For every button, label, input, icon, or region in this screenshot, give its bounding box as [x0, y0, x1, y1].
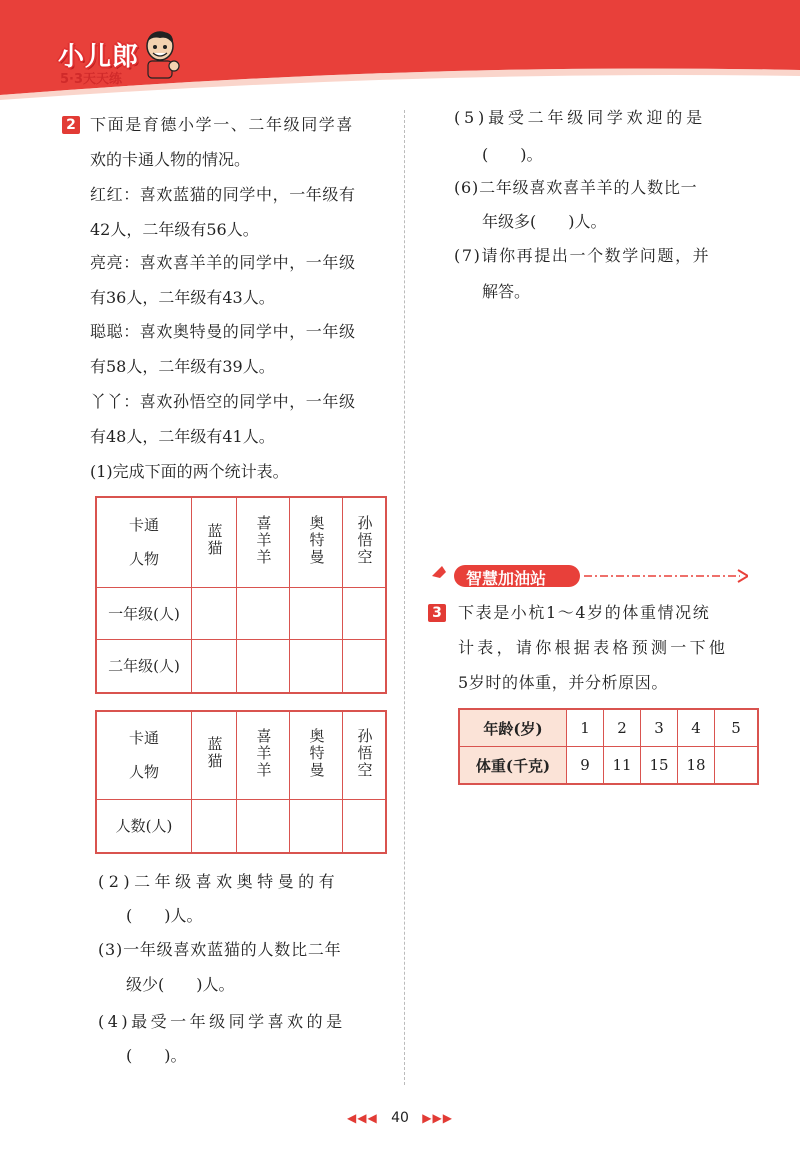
answer-cell[interactable]: [290, 799, 343, 853]
weight-cell: 18: [678, 747, 715, 785]
table-corner-cell: [96, 711, 192, 799]
q2-cong-line1: 聪聪：喜欢奥特曼的同学中，一年级: [90, 322, 356, 341]
answer-cell[interactable]: [237, 587, 290, 639]
q2-sub5-line1: (5)最受二年级同学欢迎的是: [454, 108, 706, 127]
logo-title: 小儿郎: [58, 42, 140, 72]
question-number-badge: 2: [62, 116, 80, 134]
q2-liang-line2: 有36人，二年级有43人。: [90, 288, 275, 307]
corner-label-bottom: 人物: [128, 763, 159, 782]
age-cell: 4: [678, 709, 715, 747]
answer-cell[interactable]: [290, 639, 343, 693]
left-arrows-icon: ◀◀◀: [347, 1111, 378, 1125]
age-cell: 5: [715, 709, 759, 747]
column-header: 喜羊羊: [237, 711, 290, 799]
q2-sub3-line2: 级少( )人。: [126, 975, 235, 994]
q2-sub7-line2: 解答。: [482, 282, 531, 301]
column-header: 喜羊羊: [237, 497, 290, 587]
q2-hong-line2: 42人，二年级有56人。: [90, 220, 259, 239]
q2-sub5-line2: ( )。: [482, 145, 543, 164]
q2-sub7-line1: (7)请你再提出一个数学问题，并: [454, 246, 711, 265]
cartoon-stat-table-1: [95, 496, 387, 694]
column-header: 蓝猫: [192, 711, 237, 799]
q2-intro-line1: 下面是育德小学一、二年级同学喜: [90, 115, 355, 134]
age-cell: 1: [567, 709, 604, 747]
column-header: 奥特曼: [290, 711, 343, 799]
answer-cell[interactable]: [290, 587, 343, 639]
column-header: 奥特曼: [290, 497, 343, 587]
weight-cell: 9: [567, 747, 604, 785]
weight-table-label: 体重(千克): [459, 747, 567, 785]
logo-subtitle: 5·3天天练: [60, 72, 123, 87]
row-label: 人数(人): [96, 799, 192, 853]
weight-table-label: 年龄(岁): [459, 709, 567, 747]
column-header: 蓝猫: [192, 497, 237, 587]
table-corner-cell: [96, 497, 192, 587]
q2-sub6-line1: (6)二年级喜欢喜羊羊的人数比一: [454, 178, 698, 197]
column-divider: [404, 110, 405, 1085]
q2-ya-line1: 丫丫：喜欢孙悟空的同学中，一年级: [90, 392, 356, 411]
weight-cell: 11: [604, 747, 641, 785]
age-cell: 3: [641, 709, 678, 747]
answer-cell[interactable]: [237, 639, 290, 693]
q2-sub2-line2: ( )人。: [126, 906, 203, 925]
weight-table: [458, 708, 759, 785]
q2-sub6-line2: 年级多( )人。: [482, 212, 607, 231]
q2-sub1: (1)完成下面的两个统计表。: [90, 462, 289, 481]
q2-sub3-line1: (3)一年级喜欢蓝猫的人数比二年: [98, 940, 342, 959]
page-footer: [0, 1110, 800, 1126]
right-arrows-icon: ▶▶▶: [422, 1111, 453, 1125]
answer-cell[interactable]: [192, 587, 237, 639]
q3-line2: 计表，请你根据表格预测一下他: [458, 638, 729, 657]
page-number: 40: [391, 1110, 409, 1126]
answer-cell[interactable]: [192, 799, 237, 853]
q2-sub2-line1: (2)二年级喜欢奥特曼的有: [98, 872, 340, 891]
cartoon-stat-table-2: [95, 710, 387, 854]
q2-sub4-line2: ( )。: [126, 1046, 187, 1065]
corner-label-top: 卡通: [128, 516, 159, 535]
age-cell: 2: [604, 709, 641, 747]
row-label: 一年级(人): [96, 587, 192, 639]
mascot-icon: [140, 28, 180, 80]
section-banner-label: 智慧加油站: [466, 569, 547, 588]
q2-sub4-line1: (4)最受一年级同学喜欢的是: [98, 1012, 346, 1031]
q2-ya-line2: 有48人，二年级有41人。: [90, 427, 275, 446]
corner-label-top: 卡通: [128, 729, 159, 748]
weight-answer-cell[interactable]: [715, 747, 759, 785]
corner-label-bottom: 人物: [128, 550, 159, 569]
column-header: 孙悟空: [343, 497, 387, 587]
q3-line1: 下表是小杭1～4岁的体重情况统: [458, 603, 711, 622]
q3-line3: 5岁时的体重，并分析原因。: [458, 673, 668, 692]
column-header: 孙悟空: [343, 711, 387, 799]
q2-hong-line1: 红红：喜欢蓝猫的同学中，一年级有: [90, 185, 356, 204]
weight-cell: 15: [641, 747, 678, 785]
answer-cell[interactable]: [192, 639, 237, 693]
answer-cell[interactable]: [343, 799, 387, 853]
q2-cong-line2: 有58人，二年级有39人。: [90, 357, 275, 376]
q2-intro-line2: 欢的卡通人物的情况。: [90, 150, 251, 169]
question-number-badge: 3: [428, 604, 446, 622]
row-label: 二年级(人): [96, 639, 192, 693]
q2-liang-line1: 亮亮：喜欢喜羊羊的同学中，一年级: [90, 253, 356, 272]
answer-cell[interactable]: [343, 587, 387, 639]
answer-cell[interactable]: [343, 639, 387, 693]
answer-cell[interactable]: [237, 799, 290, 853]
